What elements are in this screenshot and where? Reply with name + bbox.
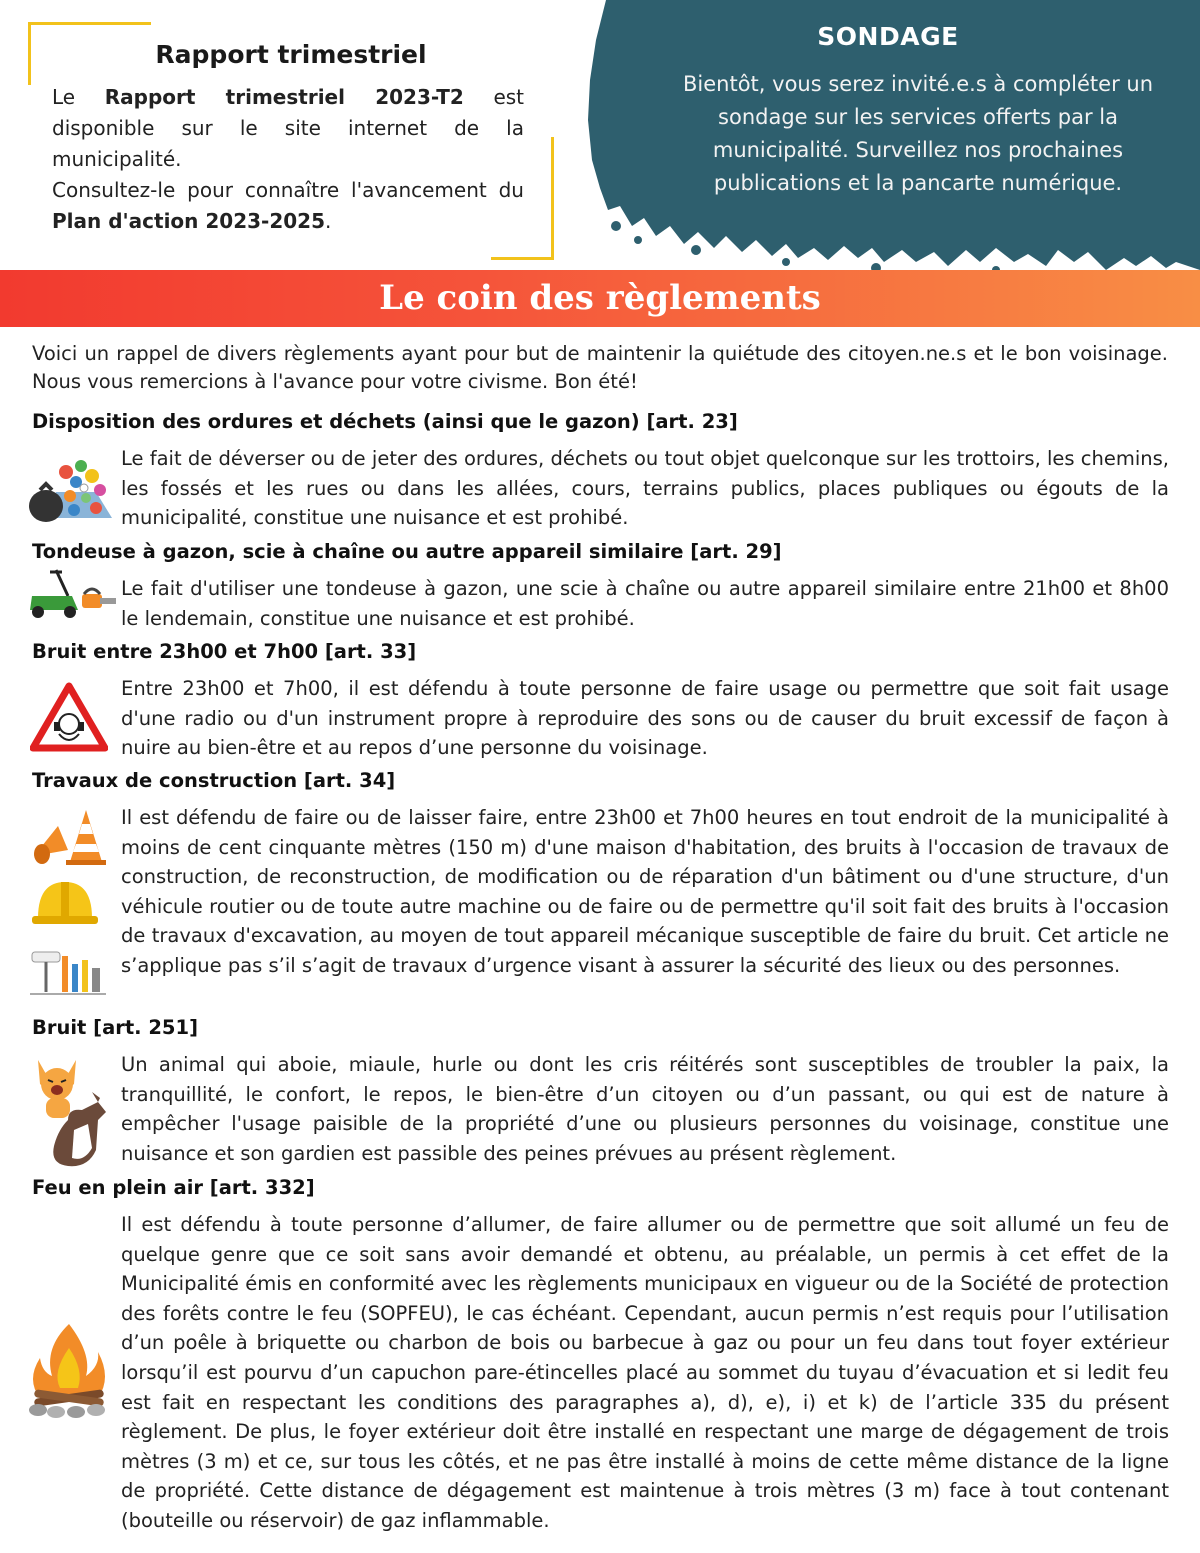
banner-title: Le coin des règlements xyxy=(379,278,821,318)
report-box xyxy=(28,22,554,260)
report-title: Rapport trimestriel xyxy=(155,40,427,69)
survey-panel xyxy=(576,0,1200,285)
noise-warning-icon xyxy=(30,682,108,752)
traffic-cone-icon xyxy=(28,806,112,866)
survey-title: SONDAGE xyxy=(817,22,959,51)
section-text-tondeuse: Le fait d'utiliser une tondeuse à gazon, une scie à chaîne ou autre appareil similaire entre 21h00 et 8h00 le lendemain, constitue une nuisance et est prohibé. xyxy=(121,577,1169,630)
section-title-tondeuse: Tondeuse à gazon, scie à chaîne ou autre appareil similaire [art. 29] xyxy=(32,540,782,563)
section-title-bruit-animaux: Bruit [art. 251] xyxy=(32,1016,198,1039)
regulations-banner xyxy=(0,270,1200,327)
section-text-bruit-animaux: Un animal qui aboie, miaule, hurle ou dont les cris réitérés sont susceptibles de troubler la paix, la tranquillité, le confort, le repos, le bien-être d’un citoyen ou d’un passant, ou qui est de nature à empêcher l'usage paisible de la propriété d’une ou plusieurs personnes du voisinage, constitue une nuisance et son gardien est passible des peines prévues au présent règlement. xyxy=(121,1053,1169,1165)
intro-text: Voici un rappel de divers règlements ayant pour but de maintenir la quiétude des citoyen.ne.s et le bon voisinage. Nous vous remercions à l'avance pour votre civisme. Bon été! xyxy=(32,342,1168,393)
report-line-2: Consultez-le pour connaître l'avancement du Plan d'action 2023-2025. xyxy=(52,178,524,233)
section-text-bruit-nuit: Entre 23h00 et 7h00, il est défendu à toute personne de faire usage ou permettre que soit fait usage d'une radio ou d'un instrument propre à reproduire des sons ou de causer du bruit excessif de façon à nuire au bien-être et au repos d’une personne du voisinage. xyxy=(121,677,1169,760)
survey-text: Bientôt, vous serez invité.e.s à compléter un sondage sur les services offerts par la municipalité. Surveillez nos prochaines publications et la pancarte numérique. xyxy=(683,72,1153,195)
section-text-ordures: Le fait de déverser ou de jeter des ordures, déchets ou tout objet quelconque sur les trottoirs, les chemins, les fossés et les rues ou dans les allées, cours, terrains publics, places publiques ou égouts de la municipalité, constitue une nuisance et est prohibé. xyxy=(121,447,1169,530)
hard-hat-icon xyxy=(30,874,100,934)
section-text-feu: Il est défendu à toute personne d’allumer, de faire allumer ou de permettre que soit allumé un feu de quelque genre que ce soit sans avoir demandé et obtenu, au préalable, un permis à cet effet de la Municipalité émis en conformité avec les règlements municipaux en vigueur ou de la Société de protection des forêts contre le feu (SOPFEU), le cas échéant. Cependant, aucun permis n’est requis pour l’utilisation d’un poêle à briquette ou charbon de bois ou barbecue à gaz ou pour un feu dans tout foyer extérieur lorsqu’il est pourvu d’un capuchon pare-étincelles placé au sommet du tuyau d’évacuation et si ledit feu est fait en respectant les conditions des paragraphes a), d), e), i) et k) de l’article 335 du présent règlement. De plus, le foyer extérieur doit être installé en respectant une marge de dégagement de trois mètres (3 m) et ce, sur tous les côtés, et ne pas être installé à moins de cette même distance de la ligne de propriété. Cette distance de dégagement est maintenue à trois mètres (3 m) face à tout contenant (bouteille ou réservoir) de gaz inflammable. xyxy=(121,1213,1169,1532)
campfire-icon xyxy=(26,1318,112,1418)
report-body xyxy=(52,82,524,237)
section-title-construction: Travaux de construction [art. 34] xyxy=(32,769,396,792)
report-line-1: Le Rapport trimestriel 2023-T2 est disponible sur le site internet de la municipalité. xyxy=(52,85,525,171)
section-title-bruit-nuit: Bruit entre 23h00 et 7h00 [art. 33] xyxy=(32,640,417,663)
section-title-feu: Feu en plein air [art. 332] xyxy=(32,1176,315,1199)
section-title-ordures: Disposition des ordures et déchets (ainsi que le gazon) [art. 23] xyxy=(32,410,738,433)
section-text-construction: Il est défendu de faire ou de laisser faire, entre 23h00 et 7h00 heures en tout endroit de la municipalité à moins de cent cinquante mètres (150 m) d'une maison d'habitation, des bruits à l'occasion de travaux de construction, de reconstruction, de modification ou de réparation d'un bâtiment ou d'une structure, d'un véhicule routier ou de toute autre machine ou de faire ou de permettre qu'il soit fait des bruits à l'occasion de travaux d'excavation, au moyen de tout appareil mécanique susceptible de faire du bruit. Cet article ne s’applique pas s’il s’agit de travaux d’urgence visant à assurer la sécurité des lieux ou des personnes. xyxy=(121,806,1169,977)
tools-icon xyxy=(28,942,108,998)
lawnmower-chainsaw-icon xyxy=(26,566,118,622)
cat-dog-icon xyxy=(28,1050,112,1172)
trash-pile-icon xyxy=(26,452,116,524)
